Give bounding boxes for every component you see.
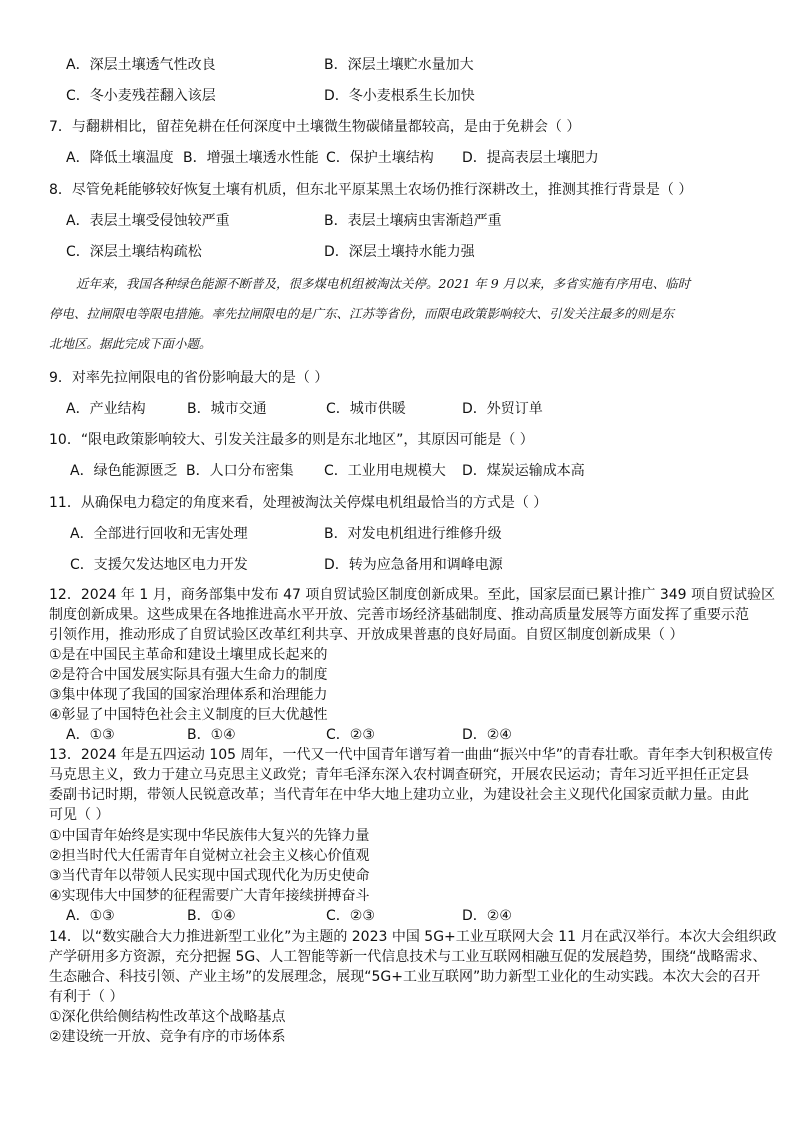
q9-stem: 9．对率先拉闸限电的省份影响最大的是（ ） — [49, 370, 329, 386]
q11-option-c: C．支援欠发达地区电力开发 — [70, 557, 248, 573]
q13-stem-line-3: 委副书记时期，带领人民锐意改革；当代青年在中华大地上建功立业，为建设社会主义现代化国家贡献力量。由此 — [49, 787, 749, 803]
q9-option-d: D．外贸订单 — [462, 401, 543, 417]
q12-statement-3: ③集中体现了我国的国家治理体系和治理能力 — [49, 687, 328, 703]
q12-option-d: D．②④ — [462, 727, 512, 743]
q13-stem-line-1: 13．2024 年是五四运动 105 周年，一代又一代中国青年谱写着一曲曲“振兴中华”的青春壮歌。青年李大钊积极宣传 — [49, 747, 774, 763]
q14-statement-2: ②建设统一开放、竞争有序的市场体系 — [49, 1029, 286, 1045]
q9-option-b: B．城市交通 — [187, 401, 267, 417]
q7-option-c: C．保护土壤结构 — [326, 150, 434, 166]
q14-stem-line-1: 14．以“数实融合大力推进新型工业化”为主题的 2023 中国 5G+工业互联网大会 11 月在武汉举行。本次大会组织政 — [49, 929, 777, 945]
q13-stem-line-4: 可见（ ） — [49, 807, 110, 823]
q13-stem-line-2: 马克思主义，致力于建立马克思主义政党；青年毛泽东深入农村调查研究，开展农民运动；青年习近平担任正定县 — [49, 767, 749, 783]
q6-option-c: C．冬小麦残茬翻入该层 — [66, 88, 216, 104]
q6-option-d: D．冬小麦根系生长加快 — [324, 88, 475, 104]
q9-option-c: C．城市供暖 — [326, 401, 406, 417]
q13-statement-2: ②担当时代大任需青年自觉树立社会主义核心价值观 — [49, 848, 370, 864]
q8-stem: 8．尽管免耗能够较好恢复土壤有机质，但东北平原某黑土农场仍推行深耕改土，推测其推行背景是（ ） — [49, 182, 693, 198]
q8-option-c: C．深层土壤结构疏松 — [66, 244, 202, 260]
passage-line-2: 停电、拉闸限电等限电措施。率先拉闸限电的是广东、江苏等省份，而限电政策影响较大、引发关注最多的则是东 — [49, 306, 675, 321]
q13-option-a: A．①③ — [66, 908, 115, 924]
q11-option-b: B．对发电机组进行维修升级 — [324, 526, 502, 542]
q7-option-d: D．提高表层土壤肥力 — [462, 150, 599, 166]
q10-option-d: D．煤炭运输成本高 — [462, 463, 585, 479]
q13-statement-4: ④实现伟大中国梦的征程需要广大青年接续拼搏奋斗 — [49, 888, 370, 904]
q10-option-b: B．人口分布密集 — [186, 463, 294, 479]
q12-statement-1: ①是在中国民主革命和建设土壤里成长起来的 — [49, 647, 328, 663]
q6-option-b: B．深层土壤贮水量加大 — [324, 57, 474, 73]
q13-option-d: D．②④ — [462, 908, 512, 924]
q12-option-c: C．②③ — [326, 727, 375, 743]
passage-line-3: 北地区。据此完成下面小题。 — [49, 336, 212, 351]
q7-option-b: B．增强土壤透水性能 — [183, 150, 319, 166]
q10-option-a: A．绿色能源匮乏 — [70, 463, 178, 479]
q12-stem-line-3: 引领作用，推动形成了自贸试验区改革红利共享、开放成果普惠的良好局面。自贸区制度创新成果（ ） — [49, 627, 684, 643]
q13-option-b: B．①④ — [187, 908, 236, 924]
q8-option-b: B．表层土壤病虫害渐趋严重 — [324, 213, 502, 229]
q12-statement-2: ②是符合中国发展实际具有强大生命力的制度 — [49, 667, 328, 683]
q14-stem-line-2: 产学研用多方资源，充分把握 5G、人工智能等新一代信息技术与工业互联网相融互促的发展趋势，围绕“战略需求、 — [49, 949, 767, 965]
q12-option-b: B．①④ — [187, 727, 236, 743]
q7-stem: 7．与翻耕相比，留茬免耕在任何深度中土壤微生物碳储量都较高，是由于免耕会（ ） — [49, 119, 581, 135]
passage-line-1: 近年来，我国各种绿色能源不断普及，很多煤电机组被淘汰关停。2021 年 9 月以来，多省实施有序用电、临时 — [76, 276, 691, 291]
q12-statement-4: ④彰显了中国特色社会主义制度的巨大优越性 — [49, 707, 328, 723]
q14-statement-1: ①深化供给侧结构性改革这个战略基点 — [49, 1009, 286, 1025]
q13-statement-1: ①中国青年始终是实现中华民族伟大复兴的先锋力量 — [49, 828, 370, 844]
q11-stem: 11．从确保电力稳定的角度来看，处理被淘汰关停煤电机组最恰当的方式是（ ） — [49, 495, 548, 511]
q14-stem-line-4: 有利于（ ） — [49, 989, 124, 1005]
q10-stem: 10．“限电政策影响较大、引发关注最多的则是东北地区”，其原因可能是（ ） — [49, 432, 534, 448]
q12-stem-line-1: 12．2024 年 1 月，商务部集中发布 47 项自贸试验区制度创新成果。至此，国家层面已累计推广 349 项自贸试验区 — [49, 587, 776, 603]
q13-statement-3: ③当代青年以带领人民实现中国式现代化为历史使命 — [49, 868, 370, 884]
q14-stem-line-3: 生态融合、科技引领、产业主场”的发展理念，展现“5G+工业互联网”助力新型工业化的生动实践。本次大会的召开 — [49, 969, 761, 985]
q11-option-d: D．转为应急备用和调峰电源 — [324, 557, 503, 573]
q11-option-a: A．全部进行回收和无害处理 — [70, 526, 248, 542]
q6-option-a: A．深层土壤透气性改良 — [66, 57, 216, 73]
q12-stem-line-2: 制度创新成果。这些成果在各地推进高水平开放、完善市场经济基础制度、推动高质量发展等方面发挥了重要示范 — [49, 607, 749, 623]
q12-option-a: A．①③ — [66, 727, 115, 743]
q7-option-a: A．降低土壤温度 — [66, 150, 174, 166]
q9-option-a: A．产业结构 — [66, 401, 146, 417]
q8-option-a: A．表层土壤受侵蚀较严重 — [66, 213, 230, 229]
q13-option-c: C．②③ — [326, 908, 375, 924]
q8-option-d: D．深层土壤持水能力强 — [324, 244, 475, 260]
q10-option-c: C．工业用电规模大 — [324, 463, 446, 479]
